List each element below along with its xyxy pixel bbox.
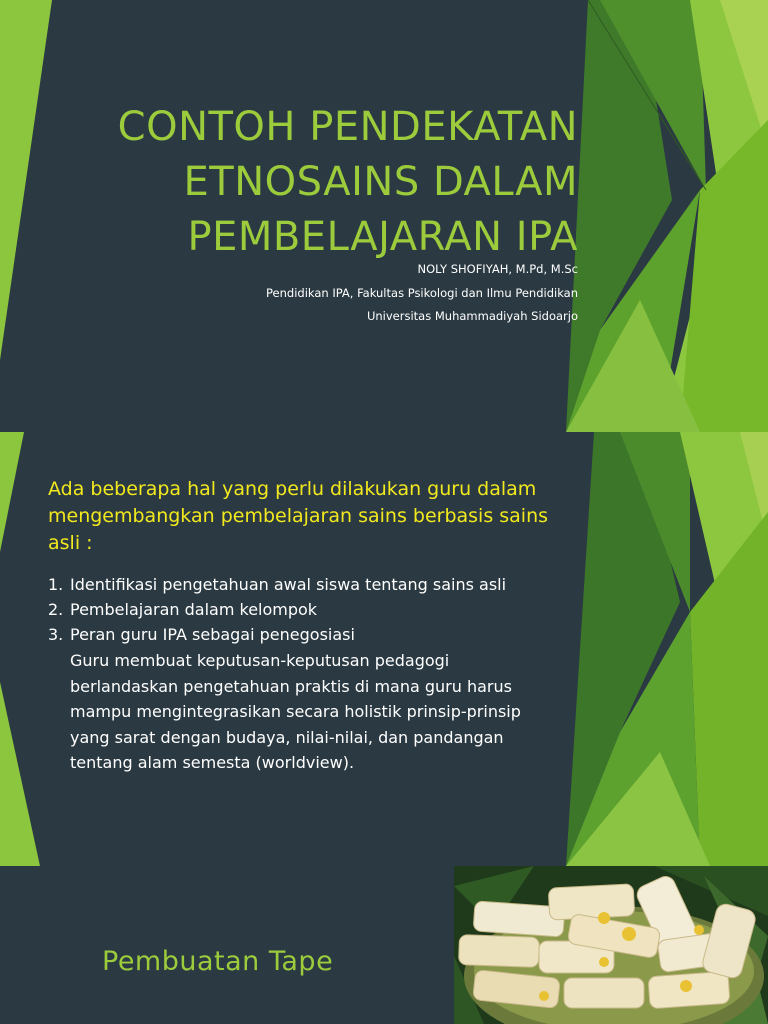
intro-line: Ada beberapa hal yang perlu dilakukan guru dalam [48,478,537,500]
paragraph-line: Guru membuat keputusan-keputusan pedagogi [70,651,450,670]
tape-cassava-photo [454,866,768,1024]
paragraph-line: mampu mengintegrasikan secara holistik prinsip-prinsip [70,702,521,721]
author-name: NOLY SHOFIYAH, M.Pd, M.Sc [417,262,578,276]
title-slide [0,0,768,432]
list-number: 2. [48,600,64,619]
department: Pendidikan IPA, Fakultas Psikologi dan Ilmu Pendidikan [266,286,578,300]
slide-title: Pembuatan Tape [102,946,334,977]
numbered-list [48,572,568,776]
photo-slide [0,866,768,1024]
paragraph-line: tentang alam semesta (worldview). [70,753,355,772]
list-text: Pembelajaran dalam kelompok [70,600,318,619]
list-text: Peran guru IPA sebagai penegosiasi [70,625,355,644]
list-item [48,597,568,622]
paragraph-line: berlandaskan pengetahuan praktis di mana guru harus [70,676,512,696]
paragraph-line: yang sarat dengan budaya, nilai-nilai, dan pandangan [70,727,504,747]
list-number: 1. [48,575,64,594]
intro-text [48,476,568,557]
list-number: 3. [48,625,64,644]
title-line: PEMBELAJARAN IPA [187,214,578,260]
title-line: ETNOSAINS DALAM [183,159,578,205]
slide-title [58,100,578,265]
content-slide [0,432,768,866]
intro-line: asli : [48,532,93,554]
intro-line: mengembangkan pembelajaran sains berbasis sains [48,505,549,527]
list-item [48,622,568,647]
item-3-paragraph [48,647,550,776]
list-item [48,572,568,597]
university: Universitas Muhammadiyah Sidoarjo [366,309,578,323]
list-text: Identifikasi pengetahuan awal siswa tentang sains asli [70,575,507,594]
title-line: CONTOH PENDEKATAN [117,104,578,150]
